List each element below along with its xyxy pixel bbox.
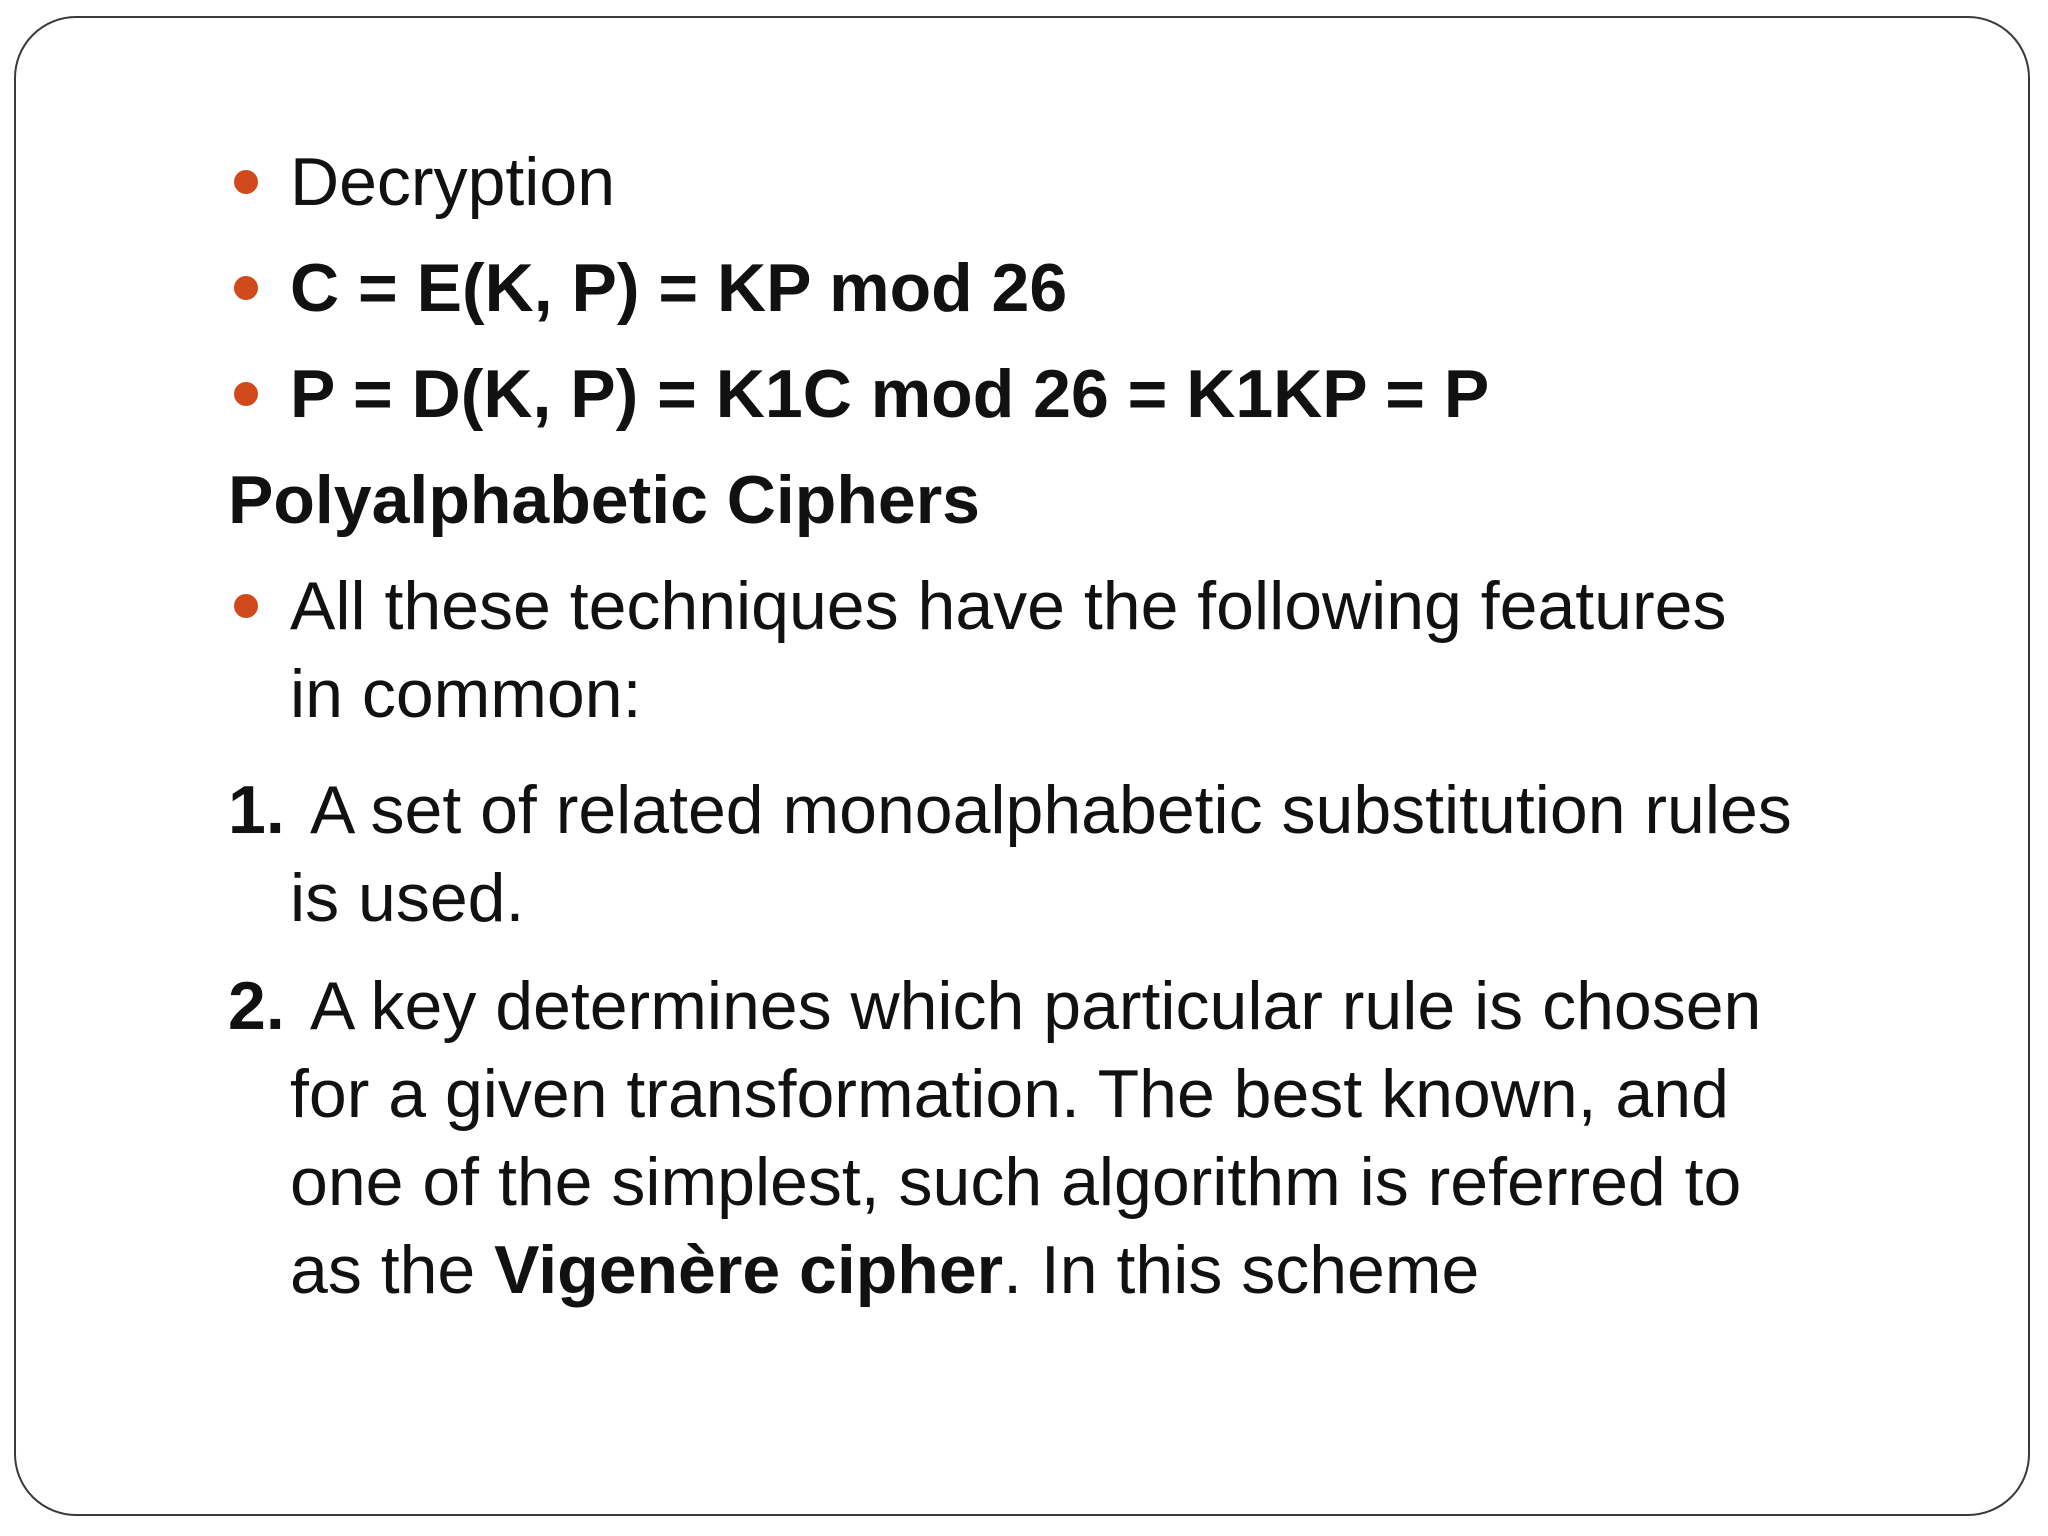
bullet-text: P = D(K, P) = K1C mod 26 = K1KP = P (290, 356, 1490, 432)
section-heading: Polyalphabetic Ciphers (228, 462, 980, 538)
item-text-line (290, 1226, 1479, 1314)
item-text-line: one of the simplest, such algorithm is referred to (290, 1144, 1742, 1220)
slide-content (16, 18, 2028, 1514)
item-text-line: for a given transformation. The best known, and (290, 1056, 1729, 1132)
bullet-text-line: in common: (290, 656, 642, 732)
slide-frame (14, 16, 2030, 1516)
bullet-dot-icon (234, 170, 258, 194)
bullet-dot-icon (234, 594, 258, 618)
item-text-prefix: as the (290, 1232, 495, 1308)
item-text-line: is used. (290, 860, 525, 936)
bullet-text: Decryption (290, 144, 616, 220)
bullet-text: C = E(K, P) = KP mod 26 (290, 250, 1068, 326)
item-text-line: A key determines which particular rule is chosen (310, 968, 1762, 1044)
item-text-line: A set of related monoalphabetic substitution rules (310, 772, 1792, 848)
bullet-text-line: All these techniques have the following features (290, 568, 1727, 644)
item-number: 1. (228, 772, 285, 848)
bullet-dot-icon (234, 382, 258, 406)
vigenere-cipher-term: Vigenère cipher (494, 1232, 1004, 1308)
bullet-dot-icon (234, 276, 258, 300)
item-number: 2. (228, 968, 285, 1044)
item-text-suffix: . In this scheme (1003, 1232, 1480, 1308)
